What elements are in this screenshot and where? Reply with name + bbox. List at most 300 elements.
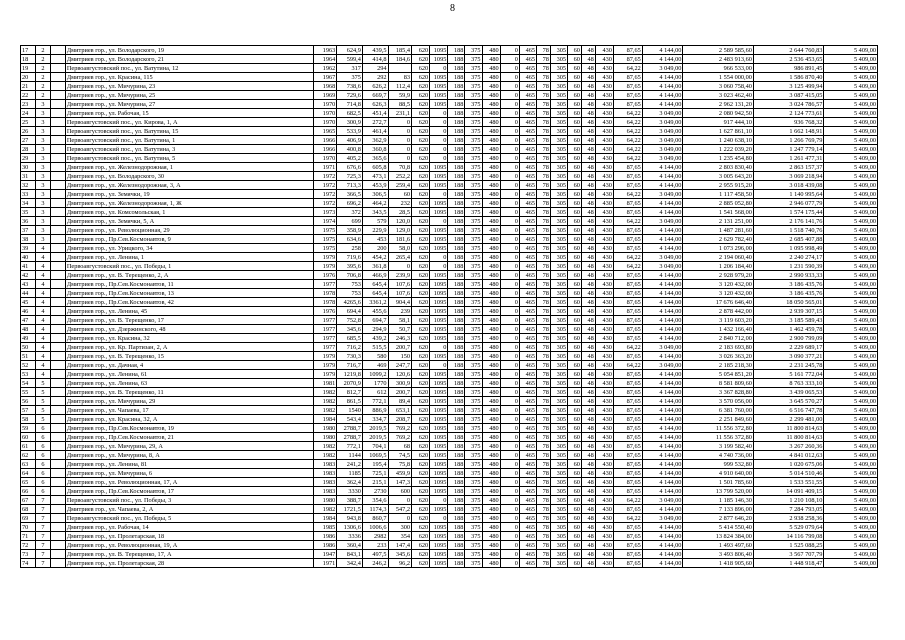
- table-cell: 1966: [313, 136, 337, 145]
- table-cell: 480: [482, 181, 500, 190]
- table-cell: 2: [35, 91, 50, 100]
- table-row: [21, 397, 878, 406]
- table-cell: 78: [537, 46, 551, 55]
- table-cell: 430: [595, 118, 613, 127]
- table-cell: 480: [482, 172, 500, 181]
- table-cell: 465: [519, 145, 536, 154]
- table-cell: 78: [537, 514, 551, 523]
- table-cell: 71: [21, 532, 36, 541]
- table-cell: 87,65: [613, 541, 642, 550]
- table-cell: 361,8: [362, 262, 388, 271]
- table-cell: 5 409,00: [824, 235, 878, 244]
- table-cell: 78: [537, 226, 551, 235]
- table-cell: 78: [537, 271, 551, 280]
- table-cell: 60: [568, 442, 582, 451]
- table-cell: 5 409,00: [824, 253, 878, 262]
- table-cell: 375: [465, 172, 482, 181]
- table-cell: 465: [519, 559, 536, 568]
- table-cell: 1975: [313, 226, 337, 235]
- table-cell: 375: [465, 442, 482, 451]
- table-cell: 60: [568, 46, 582, 55]
- table-cell: 0: [430, 496, 448, 505]
- table-cell: 3 267 260,36: [753, 442, 824, 451]
- table-cell: 4 144,00: [642, 370, 683, 379]
- table-cell: 48: [581, 469, 595, 478]
- table-cell: 87,65: [613, 226, 642, 235]
- table-cell: 188: [448, 469, 465, 478]
- table-cell: 1 448 918,47: [753, 559, 824, 568]
- table-cell: 62: [21, 451, 36, 460]
- table-cell: 0: [430, 64, 448, 73]
- table-cell: 305: [550, 235, 567, 244]
- table-cell: [50, 514, 65, 523]
- table-cell: 465: [519, 496, 536, 505]
- table-cell: 60: [568, 145, 582, 154]
- table-cell: [50, 64, 65, 73]
- table-cell: 439,2: [362, 334, 388, 343]
- table-cell: 305: [550, 325, 567, 334]
- table-cell: 3: [35, 109, 50, 118]
- table-cell: 480: [482, 226, 500, 235]
- table-cell: 430: [595, 226, 613, 235]
- table-cell: 89,4: [388, 397, 412, 406]
- table-cell: 620: [412, 172, 430, 181]
- table-cell: 24: [21, 109, 36, 118]
- table-cell: 405,2: [337, 154, 363, 163]
- table-cell: 0: [500, 388, 519, 397]
- table-cell: 3: [35, 190, 50, 199]
- table-cell: 480: [482, 379, 500, 388]
- table-cell: 305: [550, 442, 567, 451]
- table-cell: 469: [362, 361, 388, 370]
- table-cell: 48: [581, 91, 595, 100]
- table-cell: 78: [537, 523, 551, 532]
- table-cell: 1983: [313, 460, 337, 469]
- address-cell: Дмитриев гор., ул. В. Терещенко, 17, А: [65, 550, 313, 559]
- table-cell: 48: [581, 397, 595, 406]
- table-cell: [50, 271, 65, 280]
- table-cell: 358,9: [337, 226, 363, 235]
- table-cell: 480: [482, 262, 500, 271]
- address-cell: Дмитриев гор., ул. Ленина, 63: [65, 379, 313, 388]
- table-row: [21, 415, 878, 424]
- table-cell: 430: [595, 523, 613, 532]
- table-cell: 69: [21, 514, 36, 523]
- table-cell: 78: [537, 55, 551, 64]
- table-cell: 2 176 141,76: [753, 217, 824, 226]
- table-row: [21, 325, 878, 334]
- table-cell: 0: [500, 64, 519, 73]
- table-cell: 305: [550, 145, 567, 154]
- table-cell: 305: [550, 262, 567, 271]
- table-cell: 4: [35, 370, 50, 379]
- table-cell: 78: [537, 217, 551, 226]
- table-cell: 0: [500, 235, 519, 244]
- table-row: [21, 280, 878, 289]
- table-cell: 465: [519, 478, 536, 487]
- table-cell: 480: [482, 154, 500, 163]
- table-cell: 620: [412, 298, 430, 307]
- table-cell: 480: [482, 559, 500, 568]
- table-cell: 1770: [362, 379, 388, 388]
- table-cell: 87,65: [613, 442, 642, 451]
- table-cell: 305: [550, 460, 567, 469]
- table-cell: 4265,6: [337, 298, 363, 307]
- table-cell: 232: [388, 199, 412, 208]
- table-cell: 60: [388, 190, 412, 199]
- address-cell: Первоавгустовский пос., ул. Ватутина, 15: [65, 127, 313, 136]
- table-row: [21, 406, 878, 415]
- table-cell: [50, 406, 65, 415]
- table-cell: 0: [500, 451, 519, 460]
- table-cell: 480: [482, 406, 500, 415]
- table-cell: 87,65: [613, 460, 642, 469]
- table-row: [21, 154, 878, 163]
- table-cell: 4 841 012,63: [753, 451, 824, 460]
- table-cell: 3: [35, 136, 50, 145]
- table-cell: 42: [21, 271, 36, 280]
- table-cell: 188: [448, 361, 465, 370]
- table-cell: 1982: [313, 442, 337, 451]
- table-cell: 620: [412, 469, 430, 478]
- table-cell: 60: [568, 127, 582, 136]
- table-cell: 48: [581, 154, 595, 163]
- table-cell: 2788,7: [337, 424, 363, 433]
- table-cell: 430: [595, 298, 613, 307]
- table-cell: 2 644 760,83: [753, 46, 824, 55]
- table-cell: 0: [430, 343, 448, 352]
- table-cell: 68: [21, 505, 36, 514]
- table-cell: 2 183 693,80: [683, 343, 754, 352]
- table-cell: 620: [412, 370, 430, 379]
- table-cell: 4: [35, 316, 50, 325]
- table-cell: 1970: [313, 100, 337, 109]
- table-cell: 11 556 372,80: [683, 424, 754, 433]
- table-cell: 5 409,00: [824, 559, 878, 568]
- table-cell: 4 144,00: [642, 46, 683, 55]
- table-cell: 1972: [313, 181, 337, 190]
- table-cell: 48: [581, 541, 595, 550]
- table-cell: 60: [568, 541, 582, 550]
- table-cell: 48: [581, 388, 595, 397]
- table-cell: 6: [35, 487, 50, 496]
- table-cell: 4 144,00: [642, 523, 683, 532]
- table-cell: [50, 298, 65, 307]
- table-cell: 620: [412, 514, 430, 523]
- table-cell: 305: [550, 379, 567, 388]
- table-cell: 375: [465, 316, 482, 325]
- table-cell: 480: [482, 136, 500, 145]
- table-cell: 1 662 148,91: [753, 127, 824, 136]
- table-cell: [388, 64, 412, 73]
- table-cell: 265,4: [388, 253, 412, 262]
- table-cell: 480: [482, 244, 500, 253]
- table-cell: 1095: [430, 181, 448, 190]
- table-cell: 120,6: [388, 370, 412, 379]
- table-cell: 704,1: [362, 442, 388, 451]
- table-cell: 1976: [313, 307, 337, 316]
- table-row: [21, 136, 878, 145]
- table-cell: 430: [595, 361, 613, 370]
- table-cell: 753: [337, 289, 363, 298]
- table-cell: 188: [448, 118, 465, 127]
- table-cell: [50, 118, 65, 127]
- table-cell: 4 144,00: [642, 532, 683, 541]
- table-cell: 375: [465, 217, 482, 226]
- table-cell: 4: [35, 244, 50, 253]
- table-cell: 1967: [313, 73, 337, 82]
- table-cell: 78: [537, 136, 551, 145]
- table-cell: 1095: [430, 433, 448, 442]
- table-cell: 430: [595, 73, 613, 82]
- table-cell: 634,6: [337, 235, 363, 244]
- table-cell: 36: [21, 217, 36, 226]
- table-cell: 300,9: [337, 118, 363, 127]
- table-cell: 78: [537, 559, 551, 568]
- address-cell: Дмитриев гор., ул. Володарского, 30: [65, 172, 313, 181]
- table-cell: 480: [482, 163, 500, 172]
- table-cell: 1 117 458,50: [683, 190, 754, 199]
- table-cell: 188: [448, 478, 465, 487]
- table-cell: 0: [500, 307, 519, 316]
- table-cell: 188: [448, 451, 465, 460]
- table-cell: 78: [537, 100, 551, 109]
- table-cell: 719,6: [337, 253, 363, 262]
- table-cell: 354,6: [362, 496, 388, 505]
- table-cell: 1 541 568,00: [683, 208, 754, 217]
- table-cell: 461,4: [362, 127, 388, 136]
- table-cell: 2: [35, 64, 50, 73]
- table-cell: 645,4: [362, 289, 388, 298]
- table-cell: 305: [550, 496, 567, 505]
- table-cell: 465: [519, 64, 536, 73]
- table-cell: 5 409,00: [824, 460, 878, 469]
- table-cell: 48: [581, 46, 595, 55]
- table-cell: 0: [500, 55, 519, 64]
- table-cell: 1977: [313, 334, 337, 343]
- table-row: [21, 451, 878, 460]
- table-cell: 430: [595, 217, 613, 226]
- table-cell: 1095: [430, 370, 448, 379]
- table-cell: 1 073 296,00: [683, 244, 754, 253]
- table-cell: 305: [550, 352, 567, 361]
- table-cell: 0: [430, 127, 448, 136]
- table-cell: 2 946 077,79: [753, 199, 824, 208]
- table-cell: 1 235 454,80: [683, 154, 754, 163]
- table-cell: 480: [482, 82, 500, 91]
- table-cell: 5 409,00: [824, 190, 878, 199]
- table-cell: 87,65: [613, 298, 642, 307]
- table-cell: 0: [500, 496, 519, 505]
- table-cell: 480: [482, 496, 500, 505]
- table-cell: 292: [362, 73, 388, 82]
- table-cell: 772,1: [337, 442, 363, 451]
- table-cell: 0: [500, 397, 519, 406]
- table-cell: 0: [430, 190, 448, 199]
- table-cell: 87,65: [613, 559, 642, 568]
- table-cell: 1095: [430, 163, 448, 172]
- table-cell: 752,8: [337, 316, 363, 325]
- table-cell: 480: [482, 505, 500, 514]
- table-cell: 1980: [313, 496, 337, 505]
- table-row: [21, 424, 878, 433]
- table-cell: 1095: [430, 550, 448, 559]
- table-cell: 769,2: [388, 433, 412, 442]
- table-cell: 1095: [430, 406, 448, 415]
- table-cell: 52: [21, 361, 36, 370]
- table-cell: 860,7: [362, 514, 388, 523]
- table-cell: 2 589 585,60: [683, 46, 754, 55]
- table-cell: 188: [448, 181, 465, 190]
- table-cell: 305: [550, 316, 567, 325]
- table-cell: 31: [21, 172, 36, 181]
- table-cell: 60: [568, 361, 582, 370]
- table-cell: 1971: [313, 559, 337, 568]
- table-cell: 87,65: [613, 406, 642, 415]
- table-cell: 465: [519, 109, 536, 118]
- table-cell: 1963: [313, 46, 337, 55]
- table-cell: 78: [537, 172, 551, 181]
- table-cell: [50, 181, 65, 190]
- table-cell: [50, 397, 65, 406]
- table-cell: 430: [595, 163, 613, 172]
- table-row: [21, 64, 878, 73]
- table-cell: 451,4: [362, 109, 388, 118]
- table-cell: 1 231 590,39: [753, 262, 824, 271]
- table-cell: 64,22: [613, 145, 642, 154]
- address-cell: Дмитриев гор., Пр.Сев.Космонавтов, 11: [65, 280, 313, 289]
- table-cell: 1095: [430, 523, 448, 532]
- table-cell: 620: [412, 496, 430, 505]
- table-row: [21, 433, 878, 442]
- table-cell: 78: [537, 163, 551, 172]
- table-cell: 4 144,00: [642, 91, 683, 100]
- table-cell: 2 251 849,60: [683, 415, 754, 424]
- table-cell: 620: [412, 46, 430, 55]
- table-cell: 1971: [313, 163, 337, 172]
- table-cell: 305: [550, 217, 567, 226]
- table-cell: 1977: [313, 343, 337, 352]
- table-cell: 0: [500, 100, 519, 109]
- table-cell: 2 131 251,00: [683, 217, 754, 226]
- table-cell: 305: [550, 163, 567, 172]
- table-cell: 430: [595, 100, 613, 109]
- table-cell: 4 144,00: [642, 316, 683, 325]
- table-cell: 480: [482, 343, 500, 352]
- table-cell: 2982: [362, 532, 388, 541]
- table-cell: 465: [519, 208, 536, 217]
- table-cell: 2730: [362, 487, 388, 496]
- table-cell: 4 144,00: [642, 352, 683, 361]
- table-cell: 624,9: [337, 46, 363, 55]
- address-cell: Первоавгустовский пос., ул. Ватутина, 5: [65, 154, 313, 163]
- address-cell: Дмитриев гор., ул. В. Терещенко, 11: [65, 388, 313, 397]
- table-cell: 2019,5: [362, 433, 388, 442]
- table-cell: 5 409,00: [824, 298, 878, 307]
- table-cell: 231,1: [388, 109, 412, 118]
- table-cell: 208,7: [388, 415, 412, 424]
- table-cell: 60: [568, 307, 582, 316]
- table-cell: 4 144,00: [642, 397, 683, 406]
- table-cell: [50, 415, 65, 424]
- table-cell: 620: [412, 73, 430, 82]
- table-cell: 305: [550, 415, 567, 424]
- table-cell: 3: [35, 181, 50, 190]
- table-cell: 60: [568, 433, 582, 442]
- table-cell: 480: [482, 442, 500, 451]
- table-cell: 1970: [313, 109, 337, 118]
- table-cell: 1095: [430, 532, 448, 541]
- table-cell: 716,2: [337, 343, 363, 352]
- table-cell: 4 144,00: [642, 55, 683, 64]
- table-cell: 375: [465, 514, 482, 523]
- table-row: [21, 73, 878, 82]
- table-cell: 3 570 056,00: [683, 397, 754, 406]
- table-cell: 480: [482, 91, 500, 100]
- table-cell: 480: [482, 46, 500, 55]
- address-cell: Первоавгустовский пос., ул. Кирова, 1, А: [65, 118, 313, 127]
- table-cell: 1095: [430, 424, 448, 433]
- table-cell: 1974: [313, 217, 337, 226]
- table-cell: 1095: [430, 451, 448, 460]
- table-cell: 772,1: [362, 397, 388, 406]
- table-cell: 305: [550, 478, 567, 487]
- table-cell: 645,4: [362, 280, 388, 289]
- table-cell: 305: [550, 559, 567, 568]
- table-cell: 480: [482, 451, 500, 460]
- address-cell: Дмитриев гор., ул. Мичурина, 27: [65, 100, 313, 109]
- address-cell: Дмитриев гор., ул. Революционная, 19, А: [65, 541, 313, 550]
- table-cell: 184,6: [388, 55, 412, 64]
- table-cell: 3 049,00: [642, 190, 683, 199]
- table-cell: 1970: [313, 118, 337, 127]
- table-cell: 375: [465, 109, 482, 118]
- table-cell: 430: [595, 127, 613, 136]
- table-cell: 430: [595, 388, 613, 397]
- table-cell: 365,6: [362, 154, 388, 163]
- table-row: [21, 208, 878, 217]
- table-cell: 1095: [430, 307, 448, 316]
- table-cell: 4: [35, 307, 50, 316]
- table-cell: 620: [412, 208, 430, 217]
- table-cell: 48: [581, 280, 595, 289]
- table-cell: 480: [482, 478, 500, 487]
- table-cell: 1 261 477,31: [753, 154, 824, 163]
- table-cell: 188: [448, 316, 465, 325]
- table-cell: 60: [568, 523, 582, 532]
- table-cell: 1964: [313, 55, 337, 64]
- table-cell: 620: [412, 100, 430, 109]
- table-cell: 465: [519, 487, 536, 496]
- table-cell: 60: [568, 505, 582, 514]
- table-cell: 725,3: [337, 172, 363, 181]
- table-cell: 78: [537, 487, 551, 496]
- table-cell: 430: [595, 145, 613, 154]
- table-cell: 620: [412, 118, 430, 127]
- table-cell: 78: [537, 73, 551, 82]
- address-cell: Дмитриев гор., ул. Кр. Партизан, 2, А: [65, 343, 313, 352]
- table-cell: 48: [581, 136, 595, 145]
- table-cell: 375: [465, 433, 482, 442]
- table-cell: 465: [519, 460, 536, 469]
- table-cell: 480: [482, 370, 500, 379]
- table-cell: 188: [448, 226, 465, 235]
- table-cell: 2 878 442,00: [683, 307, 754, 316]
- address-cell: Дмитриев гор., ул. Урицкого, 34: [65, 244, 313, 253]
- address-cell: Дмитриев гор., ул. Мичурина, 6: [65, 469, 313, 478]
- table-cell: 188: [448, 334, 465, 343]
- table-cell: 247,7: [388, 361, 412, 370]
